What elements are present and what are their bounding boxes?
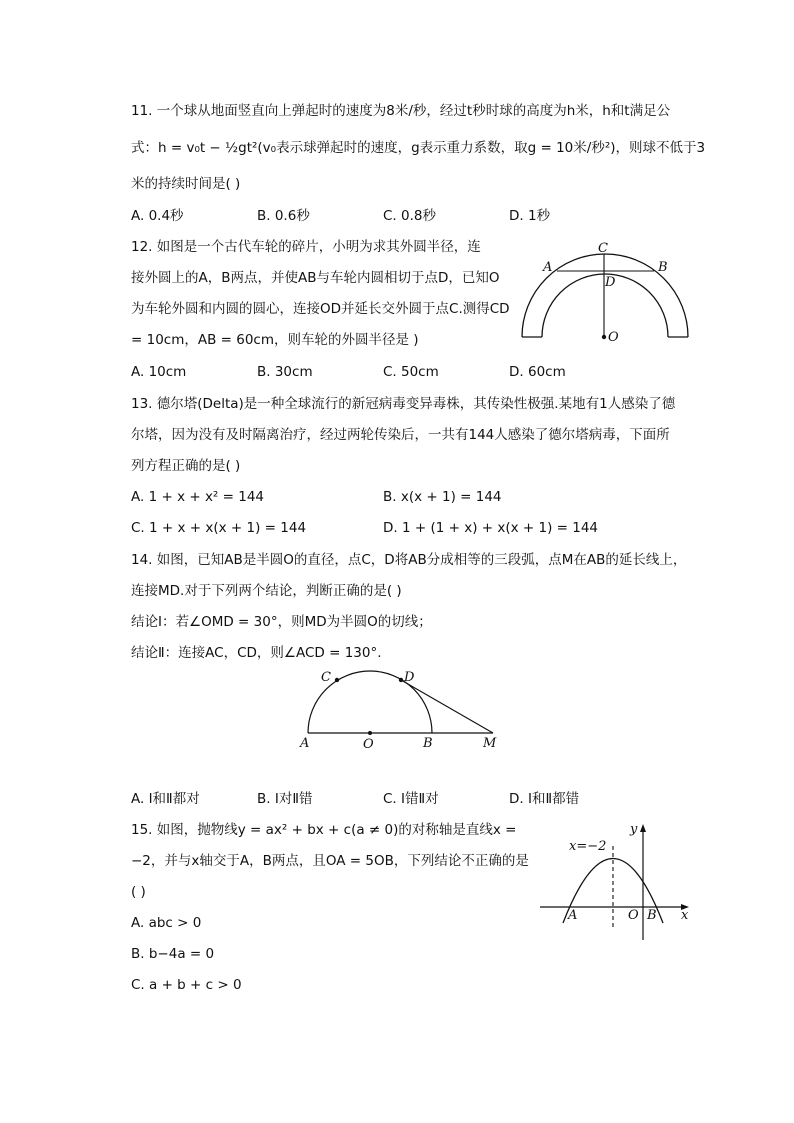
q12-line4: = 10cm，AB = 60cm，则车轮的外圆半径是 ) [131, 332, 419, 348]
label-d: D [605, 275, 616, 290]
point-d [399, 678, 403, 682]
label-a: A [568, 908, 578, 923]
q11-line3: 米的持续时间是( ) [131, 176, 241, 192]
q14-option-a: A. Ⅰ和Ⅱ都对 [131, 791, 200, 807]
q12-option-d: D. 60cm [509, 364, 566, 380]
q12-option-a: A. 10cm [131, 364, 187, 380]
q13-option-b: B. x(x + 1) = 144 [383, 489, 502, 505]
q12-option-b: B. 30cm [257, 364, 313, 380]
point-c [335, 678, 339, 682]
q14-semicircle-figure [296, 667, 506, 752]
label-a: A [543, 260, 553, 275]
q15-line2: −2，并与x轴交于A，B两点，且OA = 5OB，下列结论不正确的是 [131, 853, 529, 869]
q11-line1: 11. 一个球从地面竖直向上弹起时的速度为8米/秒，经过t秒时球的高度为h米，h和t满足公 [131, 103, 671, 119]
label-x: x [681, 908, 689, 923]
label-o: O [608, 330, 619, 345]
q15-option-a: A. abc > 0 [131, 915, 202, 931]
q14-option-b: B. Ⅰ对Ⅱ错 [257, 791, 313, 807]
q11-option-a: A. 0.4秒 [131, 208, 184, 224]
label-o: O [363, 737, 374, 752]
label-m: M [483, 736, 497, 751]
label-c: C [321, 670, 331, 685]
q15-line3: ( ) [131, 884, 146, 900]
q13-line3: 列方程正确的是( ) [131, 458, 241, 474]
q13-option-d: D. 1 + (1 + x) + x(x + 1) = 144 [383, 520, 599, 536]
q15-line1: 15. 如图，抛物线y = ax² + bx + c(a ≠ 0)的对称轴是直线x = [131, 822, 517, 838]
label-b: B [647, 908, 657, 923]
q12-line1: 12. 如图是一个古代车轮的碎片，小明为求其外圆半径，连 [131, 239, 481, 255]
q13-option-a: A. 1 + x + x² = 144 [131, 489, 265, 505]
label-symmetry-axis: x=−2 [569, 839, 607, 854]
q11-option-b: B. 0.6秒 [257, 208, 310, 224]
q14-line1: 14. 如图，已知AB是半圆O的直径，点C，D将AB分成相等的三段弧，点M在AB的延长线上， [131, 552, 687, 568]
y-axis-arrow [640, 824, 646, 832]
q12-line2: 接外圆上的A，B两点，并使AB与车轮内圆相切于点D，已知O [131, 270, 500, 286]
segment-md [401, 680, 493, 733]
q12-line3: 为车轮外圆和内圆的圆心，连接OD并延长交外圆于点C.测得CD [131, 301, 510, 317]
label-d: D [404, 670, 415, 685]
label-b: B [658, 260, 668, 275]
q12-wheel-figure [505, 240, 705, 350]
q13-line1: 13. 德尔塔(Delta)是一种全球流行的新冠病毒变异毒株，其传染性极强.某地有1人感染了德 [131, 396, 676, 412]
q13-line2: 尔塔，因为没有及时隔离治疗，经过两轮传染后，一共有144人感染了德尔塔病毒，下面所 [131, 427, 670, 443]
label-c: C [598, 241, 608, 256]
q14-option-d: D. Ⅰ和Ⅱ都错 [509, 791, 580, 807]
label-a: A [300, 736, 310, 751]
q15-option-c: C. a + b + c > 0 [131, 977, 242, 993]
q14-conclusion-1: 结论Ⅰ：若∠OMD = 30°，则MD为半圆O的切线； [131, 614, 432, 630]
q11-option-d: D. 1秒 [509, 208, 551, 224]
q15-parabola-figure [535, 820, 695, 945]
q14-option-c: C. Ⅰ错Ⅱ对 [383, 791, 439, 807]
q14-conclusion-2: 结论Ⅱ：连接AC，CD，则∠ACD = 130°. [131, 645, 382, 661]
label-y: y [630, 822, 638, 837]
label-b: B [423, 736, 433, 751]
label-o: O [628, 908, 639, 923]
q11-option-c: C. 0.8秒 [383, 208, 436, 224]
q14-line2: 连接MD.对于下列两个结论，判断正确的是( ) [131, 583, 402, 599]
point-o [602, 335, 606, 339]
q15-option-b: B. b−4a = 0 [131, 946, 215, 962]
point-o [368, 731, 372, 735]
q13-option-c: C. 1 + x + x(x + 1) = 144 [131, 520, 307, 536]
q12-option-c: C. 50cm [383, 364, 439, 380]
q11-line2: 式：h = v₀t − ½gt²(v₀表示球弹起时的速度，g表示重力系数，取g = 10米/秒²)，则球不低于3 [131, 140, 706, 156]
